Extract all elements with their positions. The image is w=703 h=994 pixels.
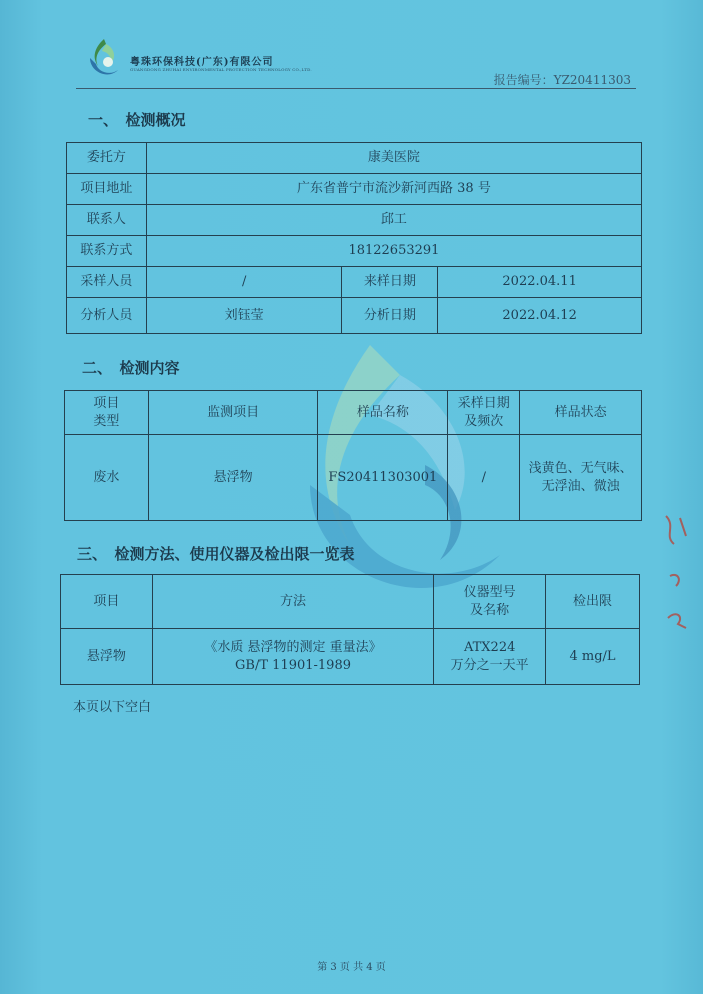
address-label: 项目地址 — [67, 174, 147, 205]
analysis-date-value: 2022.04.12 — [438, 298, 642, 334]
overview-table — [66, 142, 642, 334]
cell-instrument: ATX224 万分之一天平 — [434, 629, 546, 685]
col-header-date-freq: 采样日期 及频次 — [448, 391, 520, 435]
phone-label: 联系方式 — [67, 236, 147, 267]
col-header-item: 项目 — [61, 575, 153, 629]
table-header-row — [65, 391, 642, 435]
col-header-state: 样品状态 — [520, 391, 642, 435]
col-header-method: 方法 — [152, 575, 433, 629]
col-header-limit: 检出限 — [546, 575, 640, 629]
sampler-value: / — [146, 267, 342, 298]
company-name-cn: 粤珠环保科技(广东)有限公司 — [130, 57, 274, 68]
report-number: 报告编号：YZ20411303 — [493, 73, 631, 87]
cell-sample-name: FS20411303001 — [318, 435, 448, 521]
section-title-methods: 三、 检测方法、使用仪器及检出限一览表 — [77, 545, 355, 563]
table-row — [61, 629, 640, 685]
cell-limit: 4 mg/L — [546, 629, 640, 685]
blank-note: 本页以下空白 — [73, 700, 152, 715]
received-date-label: 来样日期 — [342, 267, 438, 298]
received-date-value: 2022.04.11 — [438, 267, 642, 298]
table-row — [67, 267, 642, 298]
cell-item: 悬浮物 — [61, 629, 153, 685]
analysis-date-label: 分析日期 — [342, 298, 438, 334]
table-row — [67, 205, 642, 236]
cell-type: 废水 — [65, 435, 149, 521]
content-table — [64, 390, 642, 521]
analyst-value: 刘钰莹 — [146, 298, 342, 334]
col-header-item: 监测项目 — [148, 391, 318, 435]
col-header-type: 项目 类型 — [65, 391, 149, 435]
table-row — [67, 236, 642, 267]
analyst-label: 分析人员 — [67, 298, 147, 334]
contact-label: 联系人 — [67, 205, 147, 236]
table-row — [67, 298, 642, 334]
page-number: 第 3 页 共 4 页 — [317, 962, 386, 973]
client-value: 康美医院 — [146, 143, 641, 174]
section-title-overview: 一、 检测概况 — [88, 111, 186, 129]
table-row — [67, 143, 642, 174]
methods-table — [60, 574, 640, 685]
table-header-row — [61, 575, 640, 629]
cell-date-freq: / — [448, 435, 520, 521]
col-header-sample-name: 样品名称 — [318, 391, 448, 435]
contact-value: 邱工 — [146, 205, 641, 236]
col-header-instrument: 仪器型号 及名称 — [434, 575, 546, 629]
client-label: 委托方 — [67, 143, 147, 174]
seal-stamp-icon — [656, 506, 696, 656]
phone-value: 18122653291 — [146, 236, 641, 267]
section-title-content: 二、 检测内容 — [82, 359, 180, 377]
sampler-label: 采样人员 — [67, 267, 147, 298]
header-divider — [76, 88, 636, 89]
company-logo-icon — [82, 36, 126, 80]
table-row — [67, 174, 642, 205]
address-value: 广东省普宁市流沙新河西路 38 号 — [146, 174, 641, 205]
table-row — [65, 435, 642, 521]
company-name-en: GUANGDONG ZHUHAI ENVIRONMENTAL PROTECTION TECHNOLOGY CO.,LTD. — [130, 67, 312, 72]
cell-method: 《水质 悬浮物的测定 重量法》 GB/T 11901-1989 — [152, 629, 433, 685]
cell-item: 悬浮物 — [148, 435, 318, 521]
cell-state: 浅黄色、无气味、 无浮油、微浊 — [520, 435, 642, 521]
